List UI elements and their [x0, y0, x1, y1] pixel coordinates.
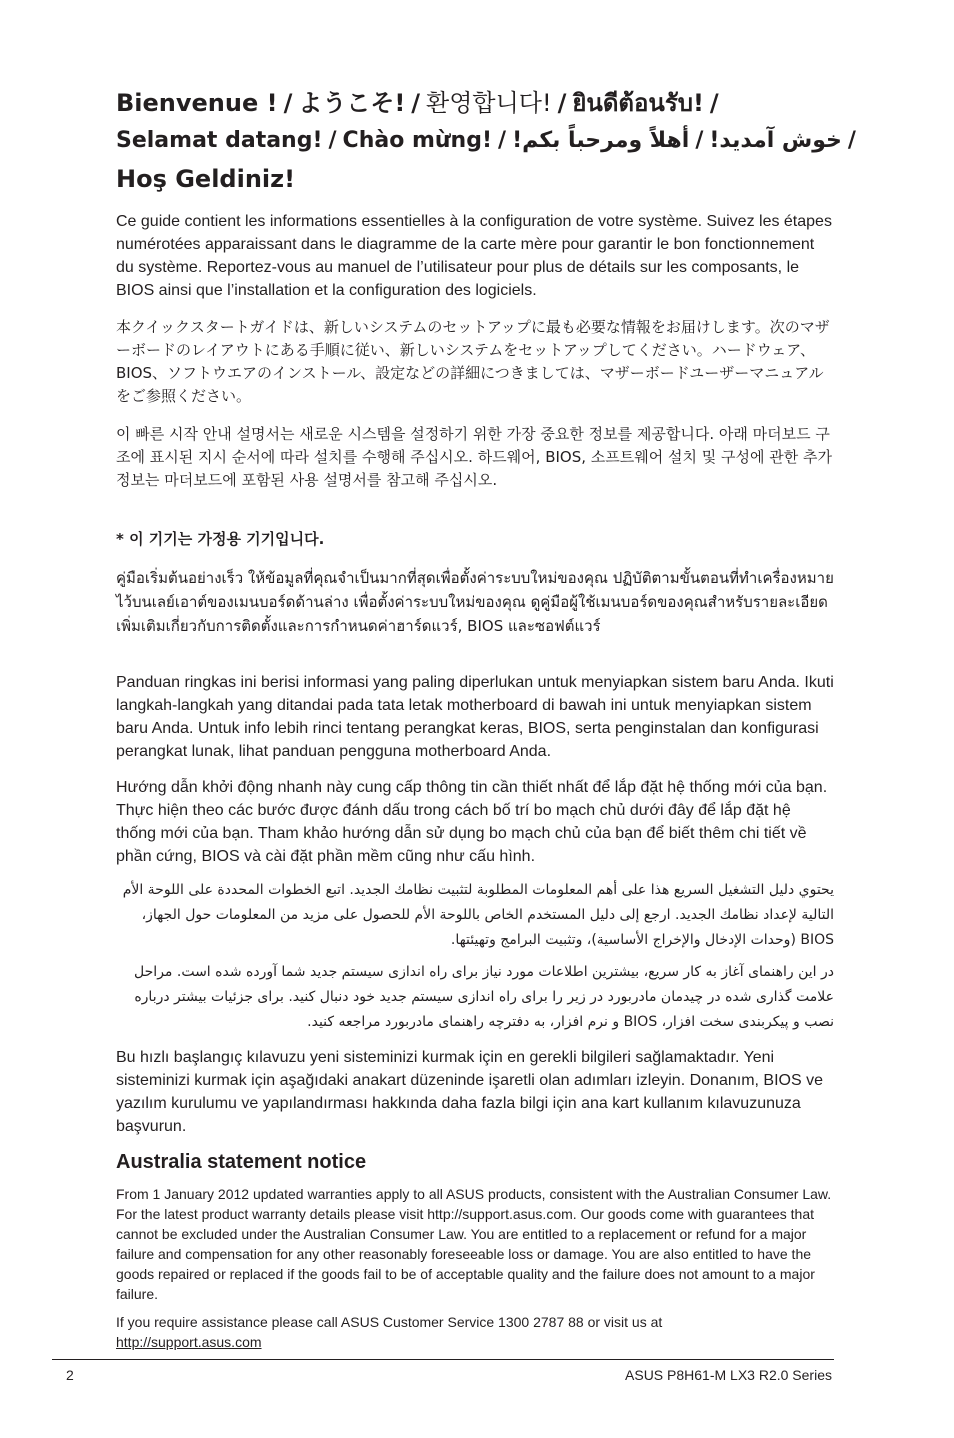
paragraph-malay: Panduan ringkas ini berisi informasi yang paling diperlukan untuk menyiapkan sistem baru Anda. Ikuti langkah-langkah yang ditandai pada tata letak motherboard di bawah ini untuk menyiapkan sistem baru Anda. Untuk info lebih rinci tentang perangkat keras, BIOS, serta penginstalan dan konfigurasi perangkat lunak, lihat panduan pengguna motherboard Anda. — [116, 674, 834, 760]
title-separator: / — [847, 128, 856, 153]
title-th: ยินดีต้อนรับ! — [572, 89, 704, 117]
title-fr: Bienvenue ! — [116, 89, 278, 117]
title-separator: / — [283, 89, 293, 117]
paragraph-thai: คู่มือเริ่มต้นอย่างเร็ว ให้ข้อมูลที่คุณจำเป็นมากที่สุดเพื่อตั้งค่าระบบใหม่ของคุณ ปฏิบัติตามขั้นตอนที่ทำเครื่องหมายไว้บนเลย์เอาต์ของเมนบอร์ดด้านล่าง เพื่อตั้งค่าระบบใหม่ของคุณ ดูคู่มือผู้ใช้เมนบอร์ดของคุณสำหรับรายละเอียดเพิ่มเติมเกี่ยวกับการติดตั้งและการกำหนดค่าฮาร์ดแวร์, BIOS และซอฟต์แวร์ — [116, 569, 834, 635]
title-fa: خوش آمدید! — [709, 128, 842, 153]
footer-divider — [52, 1359, 834, 1360]
title-separator: / — [498, 128, 507, 153]
korean-household-note: * 이 기기는 가정용 기기입니다. — [116, 530, 325, 548]
title-separator: / — [328, 128, 337, 153]
australia-body: From 1 January 2012 updated warranties apply to all ASUS products, consistent with the Australian Consumer Law. For the latest product warranty details please visit http://support.asus.com. Our goods come with guarantees that cannot be excluded under the Australian Consumer Law. You are entitled to a replacement or refund for a major failure and compensation for any other reasonably foreseeable loss or damage. You are also entitled to have the goods repaired or replaced if the goods fail to be of acceptable quality and the failure does not amount to a major failure. — [116, 1186, 832, 1302]
product-name: ASUS P8H61-M LX3 R2.0 Series — [625, 1367, 832, 1383]
paragraph-vietnamese: Hướng dẫn khởi động nhanh này cung cấp thông tin cần thiết nhất để lắp đặt hệ thống mới của bạn. Thực hiện theo các bước được đánh dấu trong cách bố trí bo mạch chủ dưới đây để lắp đặt hệ thống mới của bạn. Tham khảo hướng dẫn sử dụng bo mạch chủ của bạn để biết thêm chi tiết về phần cứng, BIOS và cài đặt phần mềm cũng như cấu hình. — [116, 779, 828, 865]
paragraph-korean: 이 빠른 시작 안내 설명서는 새로운 시스템을 설정하기 위한 가장 중요한 정보를 제공합니다. 아래 마더보드 구조에 표시된 지시 순서에 따라 설치를 수행해 주십시오. 하드웨어, BIOS, 소프트웨어 설치 및 구성에 관한 추가 정보는 마더보드에 포함된 사용 설명서를 참고해 주십시오. — [116, 425, 832, 489]
title-line-3 — [116, 160, 836, 198]
title-ms: Selamat datang! — [116, 128, 323, 153]
australia-heading: Australia statement notice — [116, 1151, 367, 1173]
title-line-1 — [116, 84, 836, 122]
paragraph-french: Ce guide contient les informations essentielles à la configuration de votre système. Suivez les étapes numérotées apparaissant dans le diagramme de la carte mère pour garantir le bon fonctionnement du système. Reportez-vous au manuel de l’utilisateur pour plus de détails sur les composants, le BIOS ainsi que l’installation et la configuration des logiciels. — [116, 213, 832, 299]
page-number: 2 — [66, 1367, 74, 1383]
paragraph-persian: در این راهنمای آغاز به کار سریع، بیشترین اطلاعات مورد نیاز برای راه اندازی سیستم جدید شما آورده شده است. مراحل علامت گذاری شده در چیدمان مادربورد در زیر را برای راه اندازی سیستم جدید خود دنبال کنید. برای جزئیات بیشتر درباره نصب و پیکربندی سخت افزار، BIOS و نرم افزار، به دفترچه راهنمای مادربورد مراجعه کنید. — [134, 964, 834, 1030]
australia-assist — [116, 1312, 834, 1352]
title-separator: / — [411, 89, 421, 117]
title-vi: Chào mừng! — [342, 128, 493, 153]
title-separator: / — [557, 89, 567, 117]
support-link[interactable]: http://support.asus.com — [116, 1334, 262, 1350]
paragraph-arabic: يحتوي دليل التشغيل السريع هذا على أهم المعلومات المطلوبة لتثبيت نظامك الجديد. اتبع الخطوات المحددة على اللوحة الأم التالية لإعداد نظامك الجديد. ارجع إلى دليل المستخدم الخاص باللوحة الأم للحصول على مزيد من المعلومات حول الجهاز، BIOS (وحدات الإدخال والإخراج الأساسية)، وتثبيت البرامج وتهيئتها. — [122, 882, 834, 948]
assist-text: If you require assistance please call ASUS Customer Service 1300 2787 88 or visit us at — [116, 1314, 663, 1330]
title-ar: أهلاً ومرحباً بكم! — [512, 128, 690, 153]
paragraph-japanese: 本クイックスタートガイドは、新しいシステムのセットアップに最も必要な情報をお届けします。次のマザーボードのレイアウトにある手順に従い、新しいシステムをセットアップしてください。ハードウェア、BIOS、ソフトウエアのインストール、設定などの詳細につきましては、マザーボードユーザーマニュアルをご参照ください。 — [116, 318, 830, 405]
welcome-title — [116, 84, 856, 198]
title-separator: / — [709, 89, 719, 117]
title-line-2 — [116, 122, 856, 160]
paragraph-turkish: Bu hızlı başlangıç kılavuzu yeni sisteminizi kurmak için en gerekli bilgileri sağlamaktadır. Yeni sisteminizi kurmak için aşağıdaki anakart düzeninde işaretli olan adımları izleyin. Donanım, BIOS ve yazılım kurulumu ve yapılandırması hakkında daha fazla bilgi için ana kart kullanım kılavuzunuza başvurun. — [116, 1049, 823, 1135]
title-ko: 환영합니다! — [426, 89, 552, 117]
title-tr: Hoş Geldiniz! — [116, 165, 296, 193]
title-separator: / — [695, 128, 704, 153]
title-ja: ようこそ! — [298, 89, 406, 117]
